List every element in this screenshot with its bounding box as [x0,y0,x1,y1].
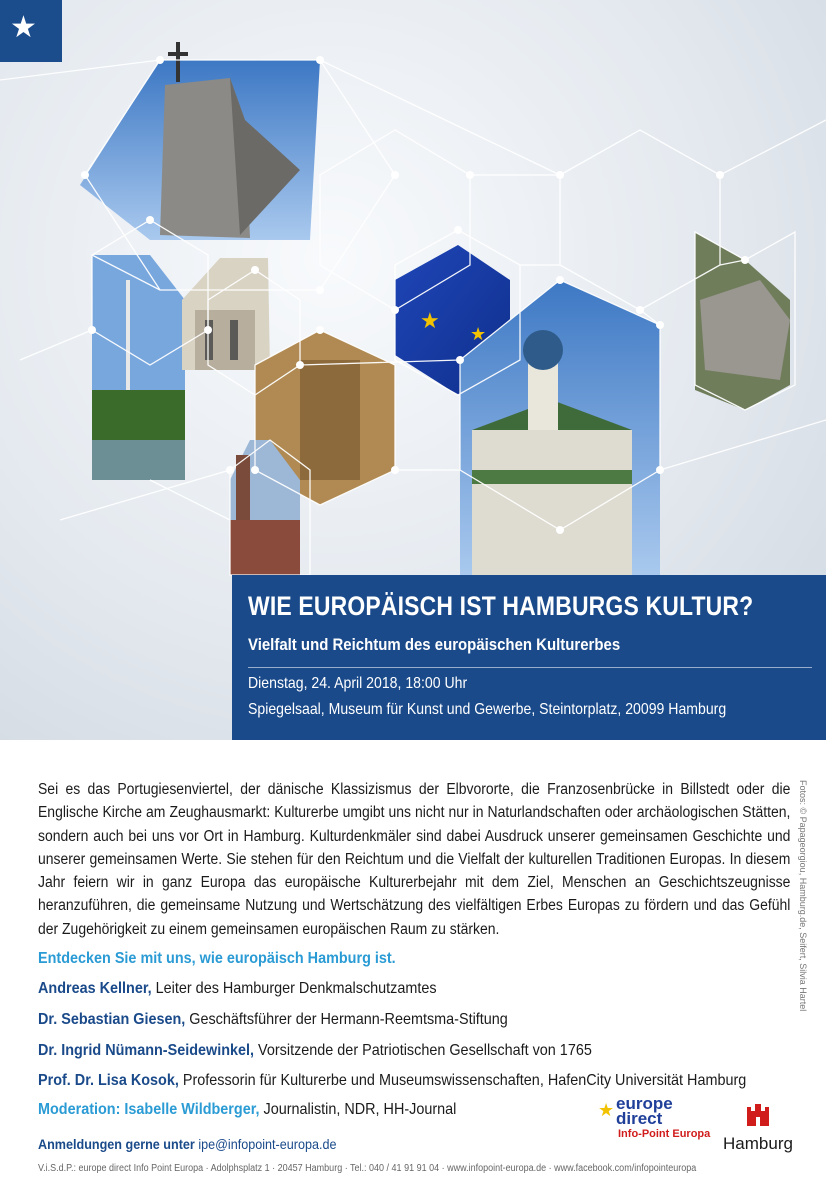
moderation-role: Journalistin, NDR, HH-Journal [263,1101,457,1118]
speaker-row [38,980,437,998]
speaker-row [38,1072,746,1090]
logo-line-2: direct [616,1109,663,1128]
speaker-row [38,1042,592,1060]
banner-divider [248,667,812,668]
logo-subline: Info-Point Europa [618,1128,711,1140]
park-tv-tower-photo [92,255,185,480]
event-subtitle: Vielfalt und Reichtum des europäischen Kulturerbes [248,635,621,654]
corner-badge [0,0,62,62]
logo-line-1: europe [616,1094,673,1113]
svg-text:★: ★ [470,324,487,345]
moderation-label: Moderation: Isabelle Wildberger, [38,1101,260,1118]
speaker-role: Professorin für Kulturerbe und Museumswissenschaften, HafenCity Universität Hamburg [182,1072,747,1089]
intro-paragraph [38,778,790,941]
speaker-name: Dr. Sebastian Giesen, [38,1011,186,1028]
event-date: Dienstag, 24. April 2018, 18:00 Uhr [248,675,468,692]
speaker-role: Geschäftsführer der Hermann-Reemtsma-Stiftung [189,1011,508,1028]
speaker-row [38,1011,508,1029]
lead-line: Entdecken Sie mit uns, wie europäisch Hamburg ist. [38,950,396,967]
speaker-role: Vorsitzende der Patriotischen Gesellschaft von 1765 [258,1042,592,1059]
svg-text:★: ★ [420,309,440,334]
imprint-footer: V.i.S.d.P.: europe direct Info Point Europa · Adolphsplatz 1 · 20457 Hamburg · Tel.: 040 / 41 91 91 04 · www.infopoint-europa.de · www.facebook.com/infopointeuropa [38,1163,697,1174]
speaker-name: Dr. Ingrid Nümann-Seidewinkel, [38,1042,255,1059]
register-label: Anmeldungen gerne unter [38,1136,195,1152]
church-tower-photo [80,42,320,240]
event-title: WIE EUROPÄISCH IST HAMBURGS KULTUR? [248,591,754,621]
register-email-link[interactable]: ipe@infopoint-europa.de [198,1136,337,1152]
hamburg-castle-icon [744,1102,772,1128]
star-icon: ★ [10,11,37,44]
hamburg-logo [720,1102,796,1152]
speaker-name: Prof. Dr. Lisa Kosok, [38,1072,179,1089]
photo-credit: Fotos: © Papageorgiou, Hamburg.de, Seifert, Silvia Hartel [798,780,808,1012]
europe-direct-wordmark [616,1096,673,1126]
moderation-row [38,1101,456,1119]
speaker-role: Leiter des Hamburger Denkmalschutzamtes [155,980,437,997]
speaker-name: Andreas Kellner, [38,980,152,997]
event-banner [232,575,826,740]
europe-direct-logo [598,1094,711,1152]
eu-star-icon: ★ [598,1100,615,1120]
hamburg-wordmark: Hamburg [723,1134,793,1153]
registration-line [38,1136,337,1152]
intro-text: Sei es das Portugiesenviertel, der dänische Klassizismus der Elbvororte, die Franzosenbrücke in Billstedt oder die Englische Kirche am Zeughausmarkt: Kulturerbe umgibt uns nicht nur in Naturlandschaften oder archäologischen Stätten, sondern auch bei uns vor Ort in Hamburg. Kulturdenkmäler sind dabei Ausdruck unserer gemeinsamen Geschichte und unserer gemeinsamen Werte. Sie stehen für den Reichtum und die Vielfalt der kulturellen Traditionen Europas. In diesem Jahr feiern wir in ganz Europa das europäische Kulturerbejahr mit dem Ziel, Menschen an Geschichtszeugnisse heranzuführen, die gemeinsame Nutzung und Wertschätzung des vielfältigen Erbes Europas zu fördern und das Gefühl der Zugehörigkeit zu einem gemeinsamen europäischen Raum zu stärken. [38,781,791,938]
event-venue: Spiegelsaal, Museum für Kunst und Gewerbe, Steintorplatz, 20099 Hamburg [248,701,727,718]
villa-photo [182,258,270,370]
